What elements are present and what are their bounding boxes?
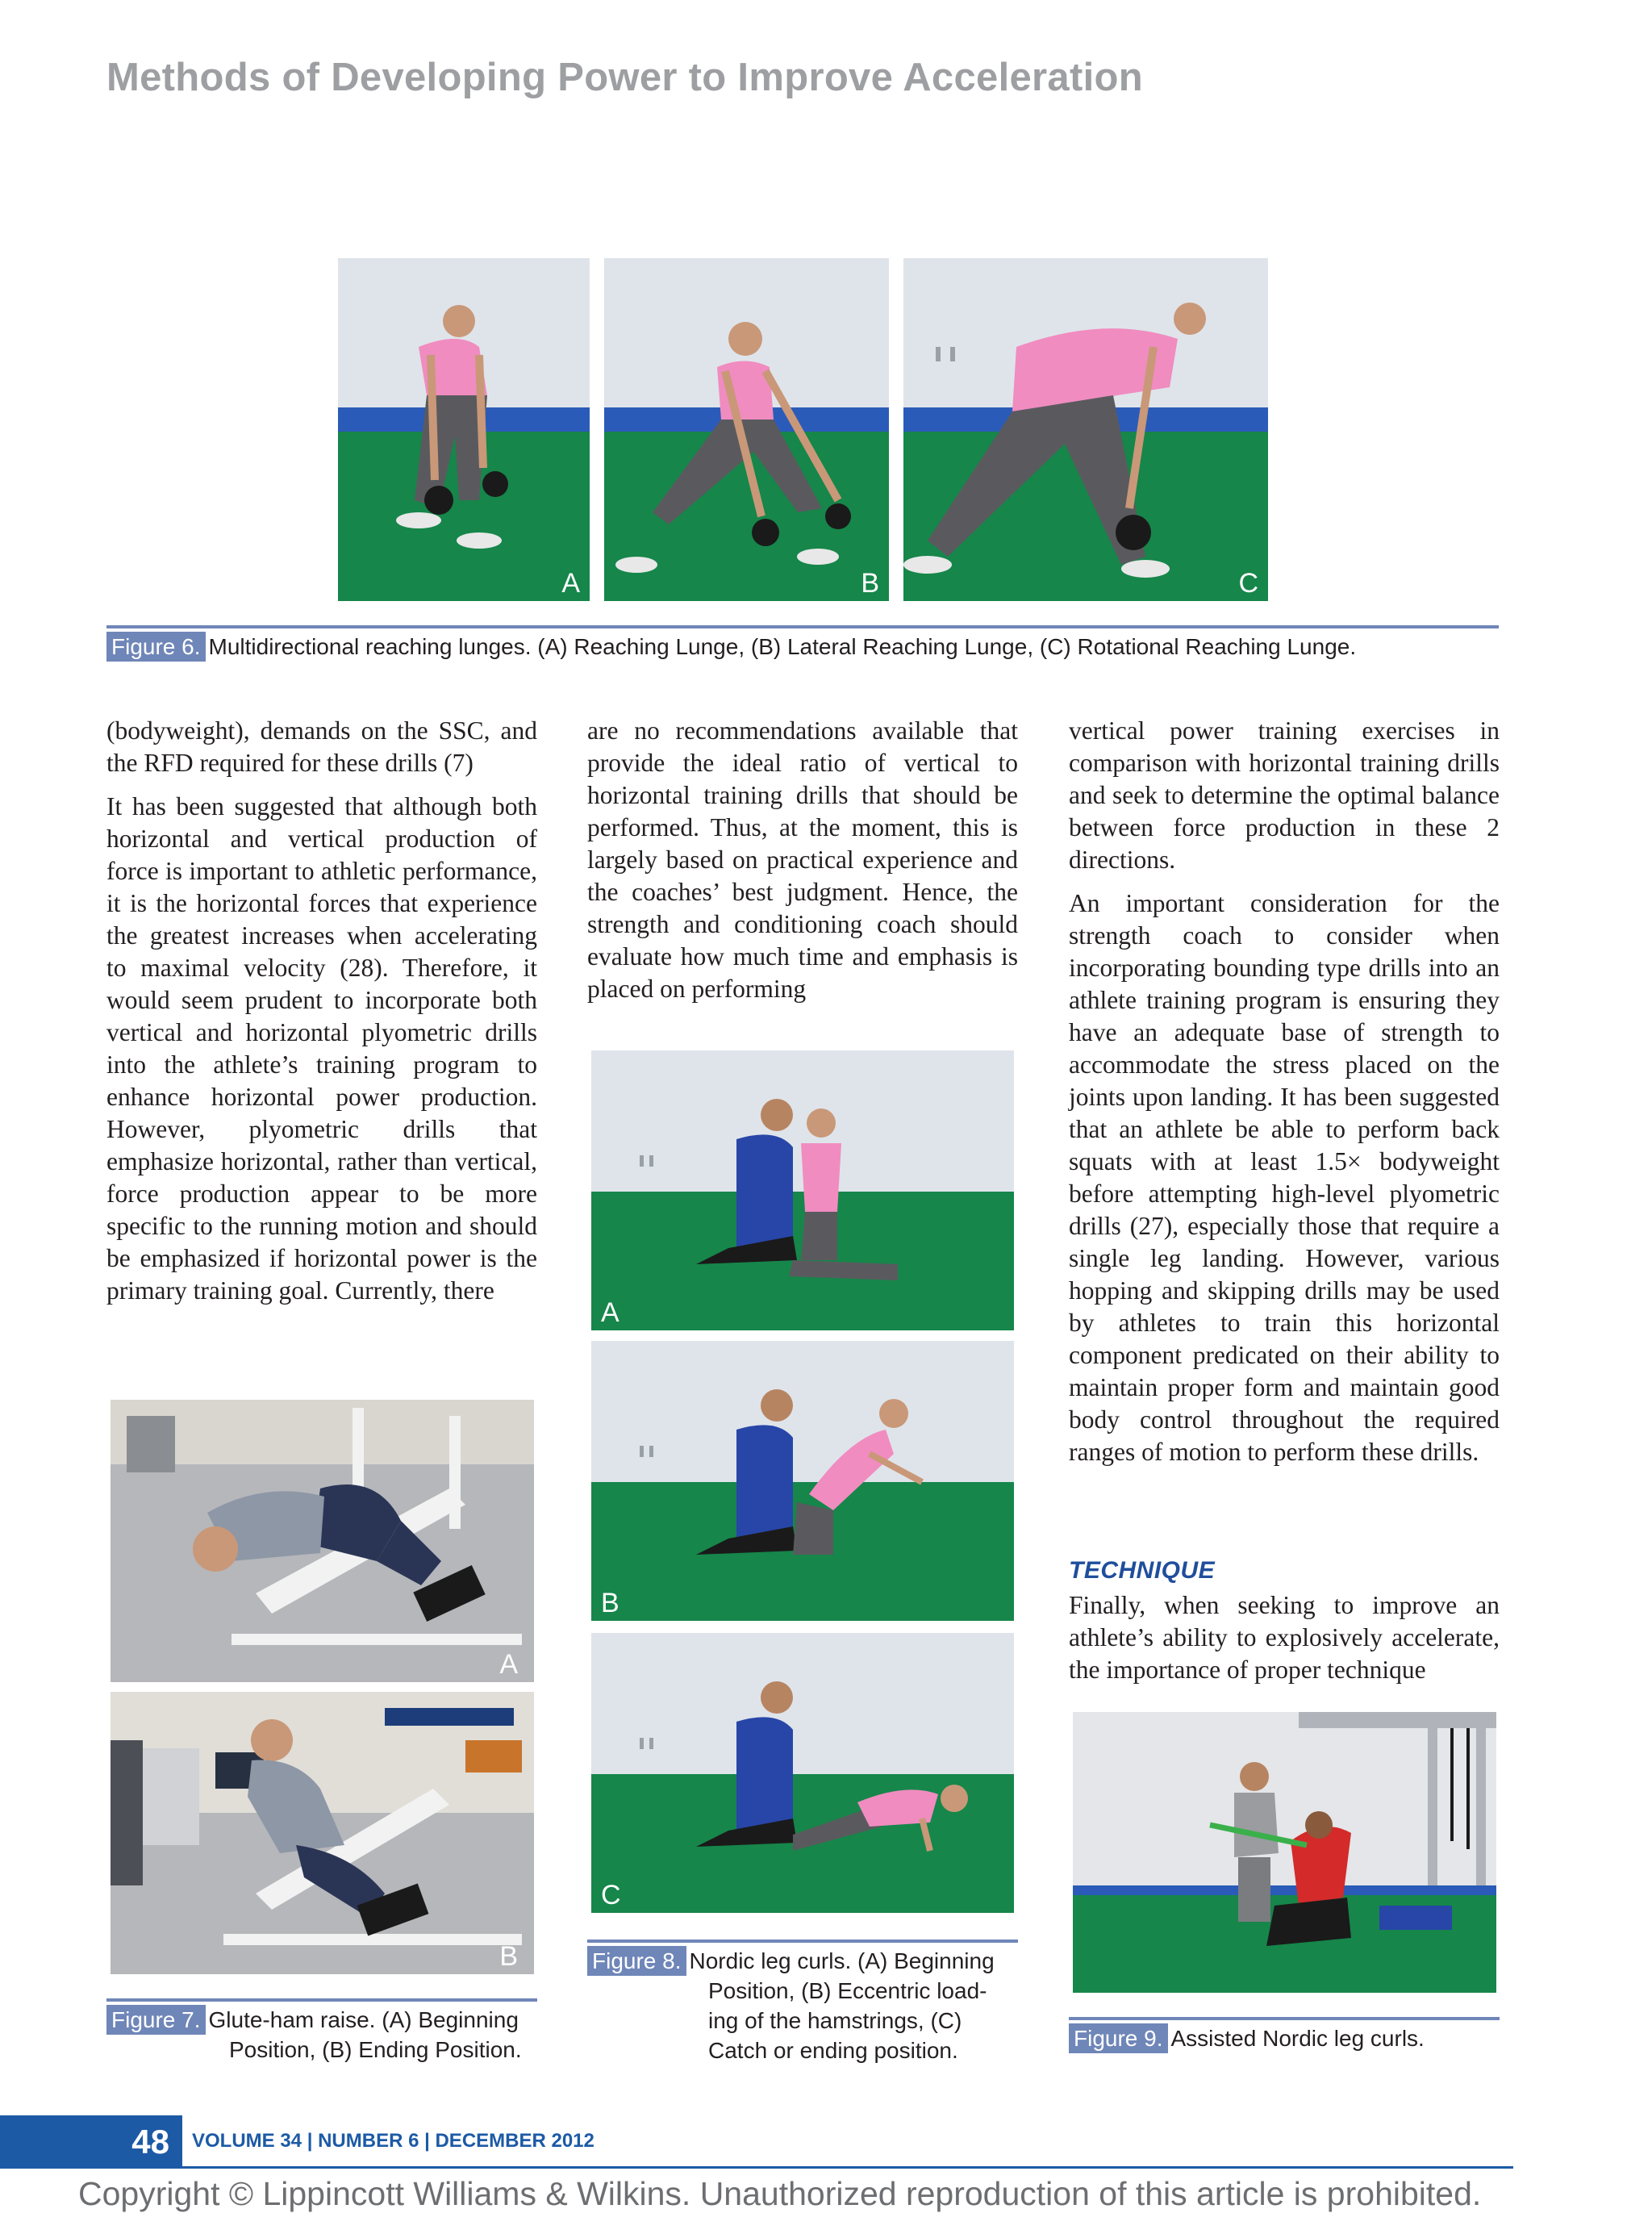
- col1-paragraph-1: (bodyweight), demands on the SSC, and the RFD required for these drills (7): [106, 716, 537, 777]
- col2-paragraph-1: are no recommendations available that provide the ideal ratio of vertical to horizontal training drills that should be performed. Thus, at the moment, this is largely based on practical experience and the coaches’ best judgment. Hence, the strength and conditioning coach should evaluate how much time and emphasis is placed on performing: [587, 716, 1018, 1003]
- body-column-1: [106, 715, 537, 1307]
- figure6-caption-text: Multidirectional reaching lunges. (A) Reaching Lunge, (B) Lateral Reaching Lunge, (C) Rotational Reaching Lunge.: [208, 634, 1357, 659]
- figure7-caption-rule: [106, 1998, 537, 2002]
- figure9-tag: Figure 9.: [1069, 2023, 1168, 2053]
- figure6-label-c: C: [1238, 568, 1258, 599]
- figure8-photo-b: [591, 1341, 1014, 1621]
- figure6-label-b: B: [861, 568, 879, 599]
- figure9-photo: [1073, 1712, 1496, 1993]
- body-column-2: [587, 715, 1018, 1005]
- figure8-caption-line-3: ing of the hamstrings, (C): [708, 2008, 962, 2033]
- figure6-label-a: A: [561, 568, 580, 599]
- figure7-caption-line-2: Position, (B) Ending Position.: [229, 2037, 522, 2062]
- col3-paragraph-3: Finally, when seeking to improve an athlete’s ability to explosively accelerate, the importance of proper technique: [1069, 1591, 1500, 1684]
- figure6-tag: Figure 6.: [106, 632, 206, 662]
- figure6-photo-a: [338, 258, 590, 601]
- figure7-label-a: A: [499, 1649, 518, 1680]
- running-title: Methods of Developing Power to Improve Acceleration: [106, 56, 1143, 99]
- figure8-label-c: C: [601, 1880, 621, 1910]
- figure8-label-a: A: [601, 1297, 620, 1328]
- body-column-3-continued: [1069, 1589, 1500, 1686]
- col3-paragraph-2: An important consideration for the strength coach to consider when incorporating bounding type drills into an athlete training program is ensuring they have an adequate base of strength to accommodate the stress placed on the joints upon landing. It has been suggested that an athlete be able to perform back squats with at least 1.5× bodyweight before attempting high-level plyometric drills (27), especially those that require a single leg landing. However, various hopping and skipping drills may be used by athletes to train this horizontal component predicated on their ability to maintain proper form and maintain good body control throughout the required ranges of motion to perform these drills.: [1069, 889, 1500, 1466]
- figure9-caption-rule: [1069, 2017, 1500, 2020]
- figure8-caption-line-2: Position, (B) Eccentric load-: [708, 1978, 987, 2003]
- figure7-caption: [106, 2005, 537, 2065]
- figure8-caption-line-4: Catch or ending position.: [708, 2038, 958, 2063]
- page-number: 48: [131, 2123, 169, 2161]
- figure8-caption-rule: [587, 1940, 1018, 1943]
- col3-paragraph-1: vertical power training exercises in comparison with horizontal training drills and seek to determine the optimal balance between force production in these 2 directions.: [1069, 716, 1500, 874]
- figure6-photo-b: [604, 258, 889, 601]
- figure7-label-b: B: [499, 1941, 518, 1972]
- figure6-caption-rule: [106, 625, 1499, 628]
- figure8-tag: Figure 8.: [587, 1946, 686, 1976]
- figure8-caption: [587, 1946, 1018, 2065]
- footer-rule: [182, 2166, 1513, 2169]
- figure9-caption: [1069, 2023, 1500, 2053]
- copyright-notice: Copyright © Lippincott Williams & Wilkins. Unauthorized reproduction of this article is prohibited.: [78, 2175, 1482, 2212]
- body-column-3: [1069, 715, 1500, 1468]
- col1-paragraph-2: It has been suggested that although both horizontal and vertical production of force is important to athletic performance, it is the horizontal forces that experience the greatest increases when accelerating to maximal velocity (28). Therefore, it would seem prudent to incorporate both vertical and horizontal plyometric drills into the athlete’s training program to enhance horizontal power production. However, plyometric drills that emphasize horizontal, rather than vertical, force production appear to be more specific to the running motion and should be emphasized if horizontal power is the primary training goal. Currently, there: [106, 792, 537, 1305]
- figure7-caption-line-1: Glute-ham raise. (A) Beginning: [208, 2007, 519, 2032]
- section-heading-technique: TECHNIQUE: [1069, 1557, 1216, 1584]
- figure7-photo-a: [111, 1400, 534, 1682]
- figure7-tag: Figure 7.: [106, 2005, 206, 2035]
- volume-issue-date: VOLUME 34 | NUMBER 6 | DECEMBER 2012: [192, 2130, 594, 2152]
- figure6-photo-c: [903, 258, 1268, 601]
- figure9-caption-text: Assisted Nordic leg curls.: [1170, 2026, 1425, 2051]
- figure7-photo-b: [111, 1692, 534, 1974]
- page-number-box: [0, 2115, 182, 2169]
- figure8-photo-c: [591, 1633, 1014, 1913]
- figure8-photo-a: [591, 1050, 1014, 1330]
- figure6-caption: [106, 632, 1499, 662]
- figure8-label-b: B: [601, 1588, 620, 1618]
- figure8-caption-line-1: Nordic leg curls. (A) Beginning: [689, 1948, 995, 1973]
